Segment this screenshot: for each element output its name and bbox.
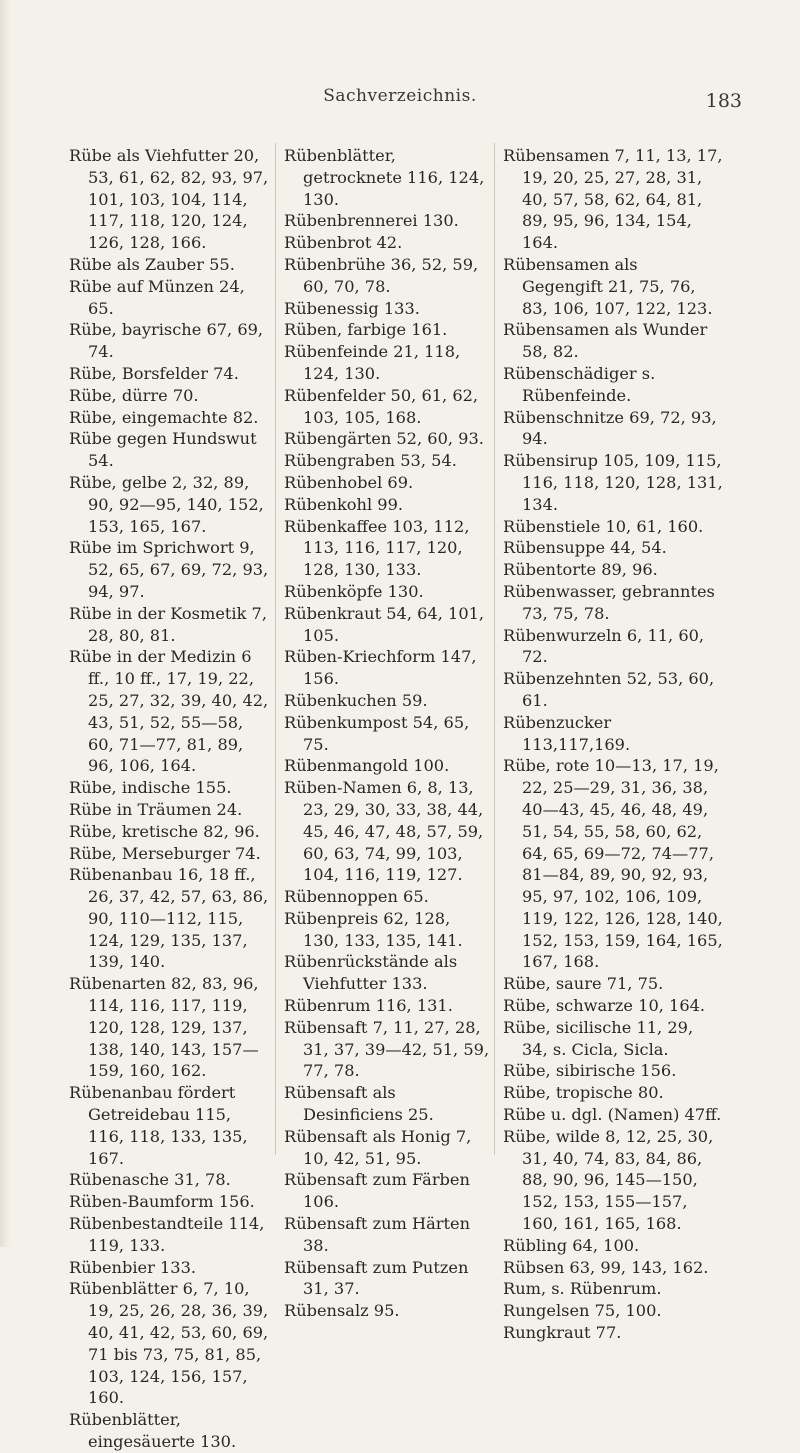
index-entry: Rübensaft zum Härten 38. <box>284 1214 471 1255</box>
index-entry: Rübe im Sprichwort 9, 52, 65, 67, 69, 72, 93, 94, 97. <box>69 538 269 601</box>
index-entry: Rübe, bayrische 67, 69, 74. <box>69 320 264 362</box>
index-entry: Rübenrum 116, 131. <box>284 996 453 1016</box>
index-entry: Rübe als Zauber 55. <box>69 254 235 274</box>
index-entry: Rübenkaffee 103, 112, 113, 116, 117, 120, 128, 130, 133. <box>284 516 470 580</box>
index-entry: Rübenanbau 16, 18 ff., 26, 37, 42, 57, 63, 86, 90, 110—112, 115, 124, 129, 135, 137, 139, 140. <box>69 865 269 972</box>
index-entry: Rübensaft zum Putzen 31, 37. <box>284 1257 469 1299</box>
index-entry: Rübenfeinde 21, 118, 124, 130. <box>284 342 461 383</box>
index-entry: Rübenblätter, eingesäuerte 130. <box>69 1410 237 1452</box>
index-entry: Rübenkraut 54, 64, 101, 105. <box>284 603 485 645</box>
index-entry: Rübensamen 7, 11, 13, 17, 19, 20, 25, 27, 28, 31, 40, 57, 58, 62, 64, 81, 89, 95, 96, 134, 154, 164. <box>503 146 723 253</box>
index-entry: Rübenwurzeln 6, 11, 60, 72. <box>503 625 705 667</box>
index-entry: Rübe, kretische 82, 96. <box>69 821 260 841</box>
index-entry: Rübe, indische 155. <box>69 778 232 798</box>
index-entry: Rübling 64, 100. <box>503 1235 640 1255</box>
index-entry: Rübe, saure 71, 75. <box>503 974 664 994</box>
index-entry: Rübensaft 7, 11, 27, 28, 31, 37, 39—42, 51, 59, 77, 78. <box>284 1017 490 1081</box>
index-entry: Rübe, dürre 70. <box>69 385 199 405</box>
index-entry: Rübsen 63, 99, 143, 162. <box>503 1257 709 1277</box>
index-entry: Rübe, sicilische 11, 29, 34, s. Cicla, Sicla. <box>503 1017 694 1059</box>
index-entry: Rübenwasser, gebranntes 73, 75, 78. <box>503 581 715 623</box>
index-entry: Rüben, farbige 161. <box>284 320 448 340</box>
index-entry: Rübenpreis 62, 128, 130, 133, 135, 141. <box>284 908 463 950</box>
index-entry: Rübenstiele 10, 61, 160. <box>503 516 704 536</box>
index-entry: Rübe, tropische 80. <box>503 1083 664 1103</box>
index-entry: Rübe gegen Hundswut 54. <box>69 429 257 471</box>
index-entry: Rübenbier 133. <box>69 1257 197 1277</box>
index-entry: Rübensalz 95. <box>284 1301 400 1321</box>
index-entry: Rübengraben 53, 54. <box>284 451 457 471</box>
index-entry: Rübenbrennerei 130. <box>284 211 459 231</box>
index-entry: Rübe, wilde 8, 12, 25, 30, 31, 40, 74, 83, 84, 86, 88, 90, 96, 145—150, 152, 153, 155—157, 160, 161, 165, 168. <box>503 1126 714 1234</box>
index-entry: Rübenschädiger s. Rübenfeinde. <box>503 363 656 405</box>
page-number: 183 <box>705 90 742 112</box>
page-header <box>0 84 800 114</box>
index-entry: Rungelsen 75, 100. <box>503 1301 662 1321</box>
index-entry: Rungkraut 77. <box>503 1323 622 1343</box>
index-column-right <box>503 145 723 1344</box>
index-entry: Rübe, gelbe 2, 32, 89, 90, 92—95, 140, 152, 153, 165, 167. <box>69 472 264 536</box>
index-entry: Rübe, Merseburger 74. <box>69 843 261 863</box>
index-entry: Rübensamen als Gegengift 21, 75, 76, 83, 106, 107, 122, 123. <box>503 254 713 318</box>
index-entry: Rübenessig 133. <box>284 298 420 318</box>
index-entry: Rübe in der Medizin 6 ff., 10 ff., 17, 19, 22, 25, 27, 32, 39, 40, 42, 43, 51, 52, 55—58, 60, 71—77, 81, 89, 96, 106, 164. <box>69 647 269 776</box>
index-entry: Rüben-Baumform 156. <box>69 1192 255 1212</box>
index-entry: Rübenmangold 100. <box>284 756 450 776</box>
index-entry: Rübenarten 82, 83, 96, 114, 116, 117, 119, 120, 128, 129, 137, 138, 140, 143, 157—159, 160, 162. <box>69 974 259 1081</box>
index-entry: Rübenhobel 69. <box>284 472 414 492</box>
index-entry: Rum, s. Rübenrum. <box>503 1279 662 1299</box>
index-entry: Rübe, sibirische 156. <box>503 1061 677 1081</box>
index-entry: Rübentorte 89, 96. <box>503 560 658 580</box>
index-entry: Rübensuppe 44, 54. <box>503 538 667 558</box>
running-title: Sachverzeichnis. <box>323 86 477 106</box>
index-entry: Rübenkohl 99. <box>284 494 404 514</box>
index-entry: Rübenbrühe 36, 52, 59, 60, 70, 78. <box>284 254 479 296</box>
index-entry: Rübe u. dgl. (Namen) 47ff. <box>503 1105 722 1125</box>
column-divider <box>275 143 276 1155</box>
index-entry: Rübennoppen 65. <box>284 887 429 907</box>
index-entry: Rübenblätter 6, 7, 10, 19, 25, 26, 28, 36, 39, 40, 41, 42, 53, 60, 69, 71 bis 73, 75, 81, 85, 103, 124, 156, 157, 160. <box>69 1279 269 1408</box>
index-entry: Rübe, Borsfelder 74. <box>69 363 239 383</box>
index-entry: Rübe, eingemachte 82. <box>69 407 259 427</box>
index-entry: Rübensirup 105, 109, 115, 116, 118, 120, 128, 131, 134. <box>503 451 723 514</box>
index-entry: Rübe in Träumen 24. <box>69 799 243 819</box>
column-divider <box>494 143 495 1155</box>
page-edge-shadow <box>0 0 10 1247</box>
index-entry: Rübensaft zum Färben 106. <box>284 1170 470 1212</box>
index-column-left <box>69 145 271 1453</box>
index-column-middle <box>284 145 490 1322</box>
index-entry: Rüben-Namen 6, 8, 13, 23, 29, 30, 33, 38, 44, 45, 46, 47, 48, 57, 59, 60, 63, 74, 99, 103, 104, 116, 119, 127. <box>284 778 484 885</box>
index-entry: Rübe auf Münzen 24, 65. <box>69 276 245 318</box>
index-entry: Rübensamen als Wunder 58, 82. <box>503 320 708 362</box>
index-entry: Rübenfelder 50, 61, 62, 103, 105, 168. <box>284 385 479 427</box>
index-entry: Rübensaft als Desinficiens 25. <box>284 1083 434 1125</box>
index-entry: Rübenzucker 113,117,169. <box>503 712 631 754</box>
index-entry: Rübenköpfe 130. <box>284 581 424 601</box>
index-entry: Rübengärten 52, 60, 93. <box>284 429 484 449</box>
index-entry: Rübenanbau fördert Getreidebau 115, 116, 118, 133, 135, 167. <box>69 1083 248 1168</box>
index-entry: Rübenkumpost 54, 65, 75. <box>284 712 470 754</box>
index-entry: Rübenbestandteile 114, 119, 133. <box>69 1214 265 1255</box>
index-entry: Rübenschnitze 69, 72, 93, 94. <box>503 407 717 449</box>
index-entry: Rüben-Kriechform 147, 156. <box>284 647 477 689</box>
index-entry: Rübenzehnten 52, 53, 60, 61. <box>503 669 715 710</box>
index-entry: Rübensaft als Honig 7, 10, 42, 51, 95. <box>284 1126 472 1168</box>
index-entry: Rübe, schwarze 10, 164. <box>503 996 706 1016</box>
index-entry: Rübenrückstände als Viehfutter 133. <box>284 952 458 994</box>
index-entry: Rübenbrot 42. <box>284 233 403 253</box>
index-entry: Rübe, rote 10—13, 17, 19, 22, 25—29, 31, 36, 38, 40—43, 45, 46, 48, 49, 51, 54, 55, 58, 60, 62, 64, 65, 69—72, 74—77, 81—84, 89, 90, 92, 93, 95, 97, 102, 106, 109, 119, 122, 126, 128, 140, 152, 153, 159, 164, 165, 167, 168. <box>503 756 723 972</box>
index-entry: Rübe als Viehfutter 20, 53, 61, 62, 82, 93, 97, 101, 103, 104, 114, 117, 118, 120, 124, 126, 128, 166. <box>69 146 269 253</box>
index-entry: Rübe in der Kosmetik 7, 28, 80, 81. <box>69 603 267 645</box>
index-entry: Rübenblätter, getrocknete 116, 124, 130. <box>284 146 485 209</box>
index-entry: Rübenasche 31, 78. <box>69 1170 231 1190</box>
index-entry: Rübenkuchen 59. <box>284 690 428 710</box>
